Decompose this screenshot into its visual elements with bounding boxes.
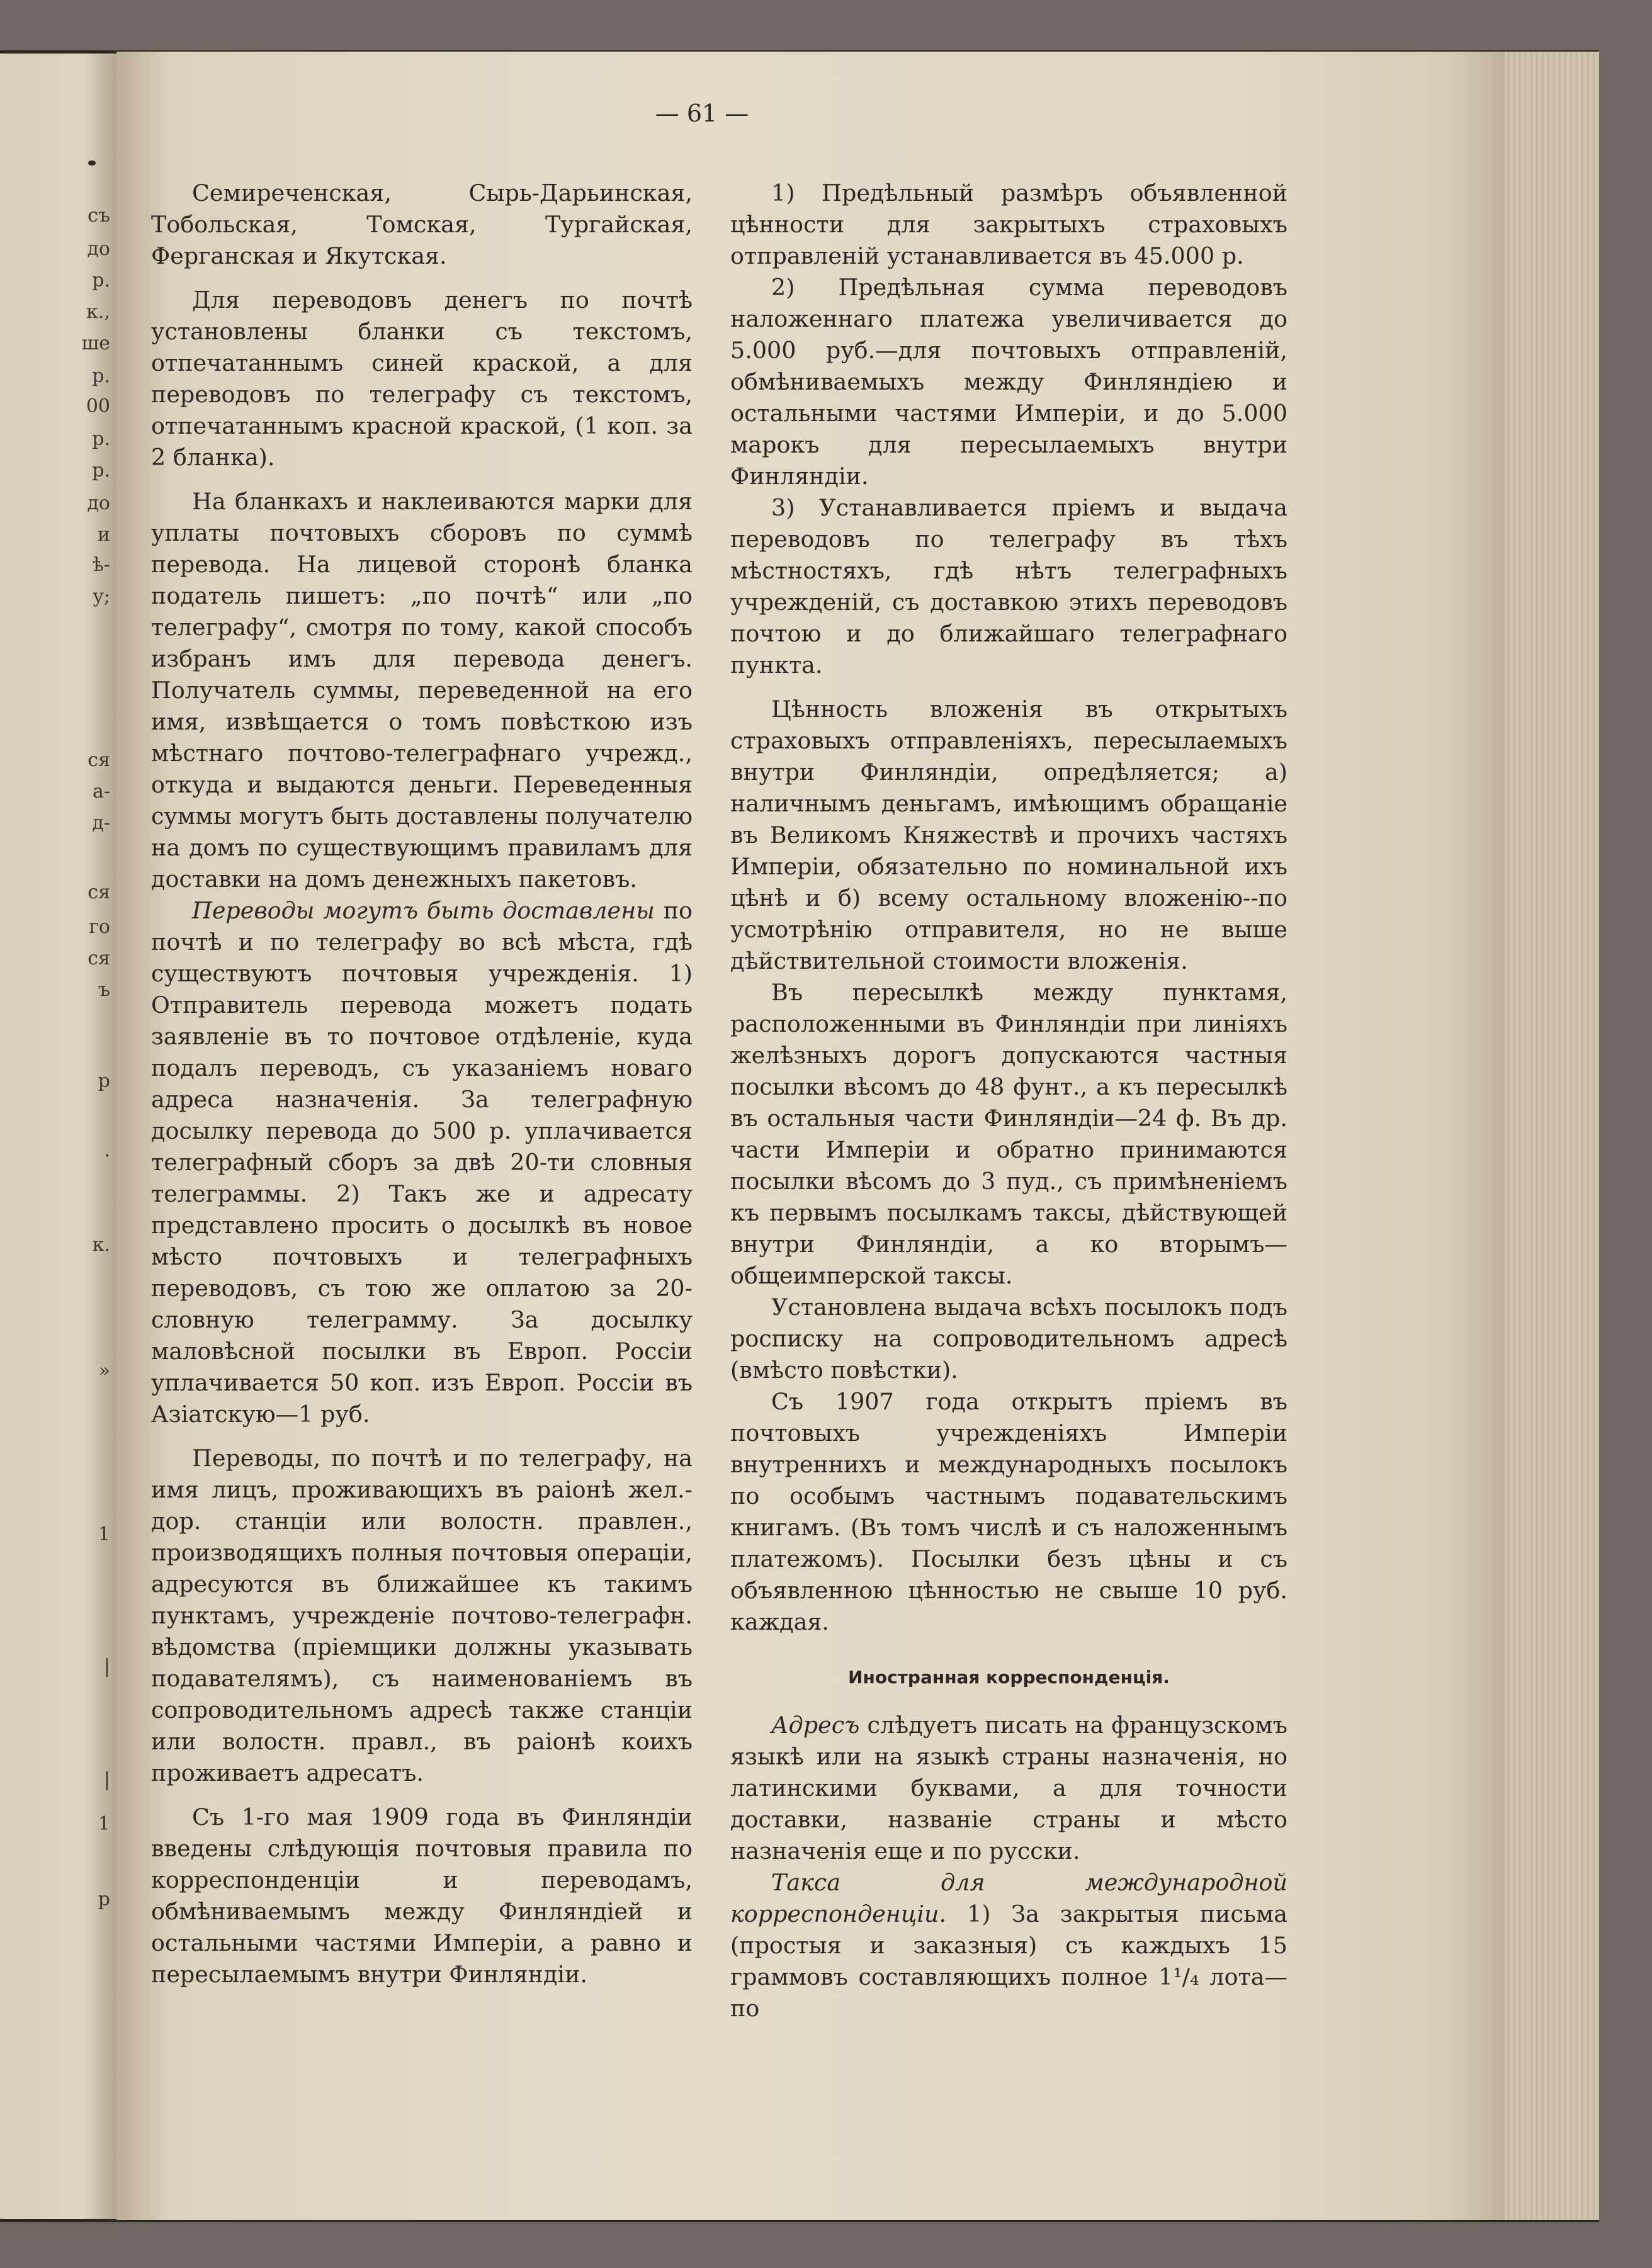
facing-page-fragment: р.	[92, 365, 110, 387]
facing-page-fragment: 1	[98, 1523, 110, 1545]
facing-page-fragment: и	[98, 524, 110, 546]
facing-page-fragment: р	[98, 1888, 110, 1910]
facing-page-fragment: р	[98, 1070, 110, 1092]
facing-page-fragment: р.	[92, 428, 110, 450]
paragraph-text: На бланкахъ и наклеиваются марки для уплаты почтовыхъ сборовъ по суммѣ перевода. На лицевой сторонѣ бланка податель пишетъ: „по почтѣ“ или „по телеграфу“, смотря по тому, какой способъ избранъ имъ для перевода денегъ. Получатель суммы, переведенной на его имя, извѣщается о томъ повѣсткою изъ мѣстнаго почтово-телеграфнаго учрежд., откуда и выдаются деньги. Переведенныя суммы могутъ быть доставлены получателю на домъ по существующимъ правиламъ для доставки на домъ денежныхъ пакетовъ.	[151, 488, 693, 893]
paragraph	[151, 1802, 693, 1990]
paragraph	[151, 895, 693, 1430]
paragraph-text: Переводы, по почтѣ и по телеграфу, на имя лицъ, проживающихъ въ раіонѣ жел.-дор. станціи или волостн. правлен., производящихъ полныя почтовыя операціи, адресуются въ ближайшее къ такимъ пунктамъ, учрежденіе почтово-телеграфн. вѣдомства (пріемщики должны указывать подавателямъ), съ наименованіемъ въ сопроводительномъ адресѣ также станціи или волостн. правл., въ раіонѣ коихъ проживаетъ адресатъ.	[151, 1445, 693, 1786]
facing-page-fragment: к.,	[86, 301, 110, 323]
facing-page-fragment: 00	[86, 395, 110, 417]
facing-page-fragment: ся	[88, 749, 110, 771]
paragraph	[730, 272, 1287, 492]
facing-page-fragment: р.	[92, 269, 110, 291]
facing-page-fragment: ше	[81, 332, 110, 354]
facing-page-fragment: го	[89, 916, 110, 938]
paragraph-text: Для переводовъ денегъ по почтѣ установлены бланки съ текстомъ, отпечатаннымъ синей краской, а для переводовъ по телеграфу съ текстомъ, отпечатаннымъ красной краской, (1 коп. за 2 бланка).	[151, 286, 693, 471]
paragraph	[730, 694, 1287, 977]
facing-page-fragment: |	[103, 1656, 110, 1678]
paragraph	[151, 1443, 693, 1789]
facing-page-fragment: к.	[92, 1234, 110, 1256]
facing-page-fragment: .	[104, 1139, 110, 1161]
facing-page-fragment: »	[98, 1360, 110, 1382]
facing-page-fragment: |	[103, 1769, 110, 1791]
paragraph	[730, 1710, 1287, 1867]
paragraph-text: Семиреченская, Сырь-Дарьинская, Тобольская, Томская, Тургайская, Ферганская и Якутская.	[151, 179, 693, 269]
paragraph-text: Съ 1-го мая 1909 года въ Финляндіи введены слѣдующія почтовыя правила по корреспонденціи и переводамъ, обмѣниваемымъ между Финляндіей и остальными частями Имперіи, а равно и пересылаемымъ внутри Финляндіи.	[151, 1803, 693, 1988]
facing-page-fragment: д-	[92, 812, 110, 834]
paragraph-text: 1) За закрытыя письма (простыя и заказныя) съ каждыхъ 15 граммовъ составляющихъ полное 1¹/₄ лота—по	[730, 1900, 1287, 2022]
left-text-column	[151, 178, 693, 1990]
section-heading: Иностранная корреспонденція.	[848, 1667, 1170, 1688]
page-number: — 61 —	[655, 99, 749, 127]
paragraph	[151, 486, 693, 895]
facing-page-fragment: ѣ-	[92, 554, 110, 576]
facing-page-fragment: ъ	[98, 979, 110, 1001]
paragraph	[151, 178, 693, 272]
paragraph	[151, 285, 693, 473]
paragraph	[730, 1867, 1287, 2024]
facing-page-fragment: р.	[92, 460, 110, 482]
paragraph-text: Установлена выдача всѣхъ посылокъ подъ росписку на сопроводительномъ адресѣ (вмѣсто повѣстки).	[730, 1294, 1287, 1384]
page-stack-edge	[1505, 52, 1599, 2220]
facing-page-fragment: до	[87, 238, 110, 260]
paragraph	[730, 492, 1287, 681]
right-text-column	[730, 178, 1287, 2024]
paragraph-text: Цѣнность вложенія въ открытыхъ страховыхъ отправленіяхъ, пересылаемыхъ внутри Финляндіи, опредѣляется; а) наличнымъ деньгамъ, имѣющимъ обращаніе въ Великомъ Княжествѣ и прочихъ частяхъ Имперіи, обязательно по номинальной ихъ цѣнѣ и б) всему остальному вложенію--по усмотрѣнію отправителя, но не выше дѣйствительной стоимости вложенія.	[730, 696, 1287, 974]
paragraph	[730, 1386, 1287, 1638]
italic-lead: Адресъ	[771, 1712, 860, 1739]
paragraph-text: 1) Предѣльный размѣръ объявленной цѣнности для закрытыхъ страховыхъ отправленій устанавливается въ 45.000 р.	[730, 179, 1287, 269]
paragraph	[730, 977, 1287, 1292]
paragraph	[730, 1292, 1287, 1386]
facing-page-fragment: ся	[88, 947, 110, 969]
paragraph-text: Въ пересылкѣ между пунктамя, расположенными въ Финляндіи при линіяхъ желѣзныхъ дорогъ допускаются частныя посылки вѣсомъ до 48 фунт., а къ пересылкѣ въ остальныя части Финляндіи—24 ф. Въ др. части Имперіи и обратно принимаются посылки вѣсомъ до 3 пуд., съ примѣненіемъ къ первымъ посылкамъ таксы, дѣйствующей внутри Финляндіи, а ко вторымъ—общеимперской таксы.	[730, 979, 1287, 1289]
facing-page-fragment: а-	[92, 781, 110, 803]
paragraph-text: Съ 1907 года открытъ пріемъ въ почтовыхъ учрежденіяхъ Имперіи внутреннихъ и международныхъ посылокъ по особымъ частнымъ подавательскимъ книгамъ. (Въ томъ числѣ и съ наложеннымъ платежомъ). Посылки безъ цѣны и съ объявленною цѣнностью не свыше 10 руб. каждая.	[730, 1388, 1287, 1635]
facing-page-fragment: у;	[93, 585, 110, 607]
paragraph-text: слѣдуетъ писать на французскомъ языкѣ или на языкѣ страны назначенія, но латинскими буквами, а для точности доставки, названіе страны и мѣсто назначенія еще и по русски.	[730, 1712, 1287, 1865]
facing-page-edge	[0, 54, 116, 2219]
paragraph-text: 3) Устанавливается пріемъ и выдача переводовъ по телеграфу въ тѣхъ мѣстностяхъ, гдѣ нѣтъ телеграфныхъ учрежденій, съ доставкою этихъ переводовъ почтою и до ближайшаго телеграфнаго пункта.	[730, 494, 1287, 679]
facing-page-fragment: 1	[98, 1813, 110, 1835]
facing-page-fragment: ся	[88, 881, 110, 903]
italic-lead: Такса для международной корреспонденціи.	[730, 1869, 1287, 1927]
facing-page-fragment: до	[87, 492, 110, 514]
ink-speck	[88, 161, 96, 166]
paragraph-text: 2) Предѣльная сумма переводовъ наложеннаго платежа увеличивается до 5.000 руб.—для почтовыхъ отправленій, обмѣниваемыхъ между Финляндіею и остальными частями Имперіи, и до 5.000 марокъ для пересылаемыхъ внутри Финляндіи.	[730, 274, 1287, 490]
italic-lead: Переводы могутъ быть доставлены	[192, 897, 655, 924]
paragraph-text: по почтѣ и по телеграфу во всѣ мѣста, гдѣ существуютъ почтовыя учрежденія. 1) Отправитель перевода можетъ подать заявленіе въ то почтовое отдѣленіе, куда подалъ переводъ, съ указаніемъ новаго адреса назначенія. За телеграфную досылку перевода до 500 р. уплачивается телеграфный сборъ за двѣ 20-ти словныя телеграммы. 2) Такъ же и адресату представлено просить о досылкѣ въ новое мѣсто почтовыхъ и телеграфныхъ переводовъ, съ тою же оплатою за 20-словную телеграмму. За досылку маловѣсной посылки въ Европ. Россіи уплачивается 50 коп. изъ Европ. Россіи въ Азіатскую—1 руб.	[151, 897, 693, 1428]
facing-page-fragment: съ	[88, 205, 110, 227]
paragraph	[730, 178, 1287, 272]
